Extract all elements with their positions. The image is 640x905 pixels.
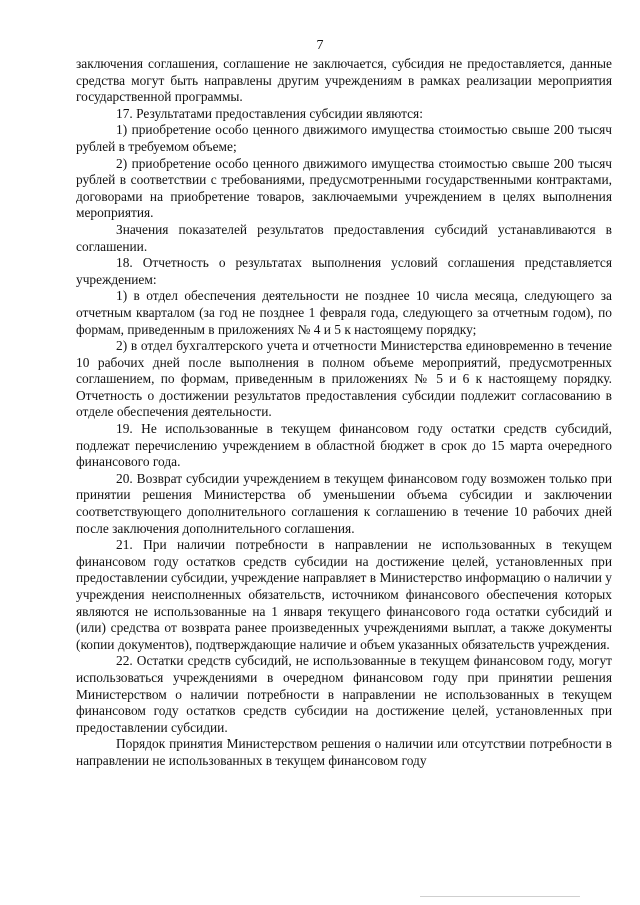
page-number: 7 (316, 38, 324, 53)
paragraph-19: 19. Не использованные в текущем финансовом году остатки средств субсидий, подлежат перечислению учреждением в областной бюджет в срок до 15 марта очередного финансового года. (76, 421, 612, 470)
paragraph-20: 20. Возврат субсидии учреждением в текущем финансовом году возможен только при принятии решения Министерства об уменьшении объема субсидии и заключении соответствующего дополнительного соглашения к соглашению в течение 10 рабочих дней после заключения дополнительного соглашения. (76, 470, 612, 536)
paragraph-procedure: Порядок принятия Министерством решения о наличии или отсутствии потребности в направлении не использованных в текущем финансовом году (76, 736, 612, 768)
paragraph-18-item-1: 1) в отдел обеспечения деятельности не позднее 10 числа месяца, следующего за отчетным кварталом (за год не позднее 1 февраля года, следующего за отчетным годом), по формам, приведенным в приложениях № 4 и 5 к настоящему порядку; (76, 288, 612, 337)
paragraph-continuation: заключения соглашения, соглашение не заключается, субсидия не предоставляется, данные средства могут быть направлены другим учреждениям в рамках реализации мероприятия государственной программы. (76, 56, 612, 105)
paragraph-18-item-2: 2) в отдел бухгалтерского учета и отчетности Министерства единовременно в течение 10 рабочих дней после выполнения в полном объеме мероприятий, предусмотренных соглашением, по формам, приведенным в приложениях № 5 и 6 к настоящему порядку. Отчетность о достижении результатов предоставления субсидии подлежит согласованию в отделе обеспечения деятельности. (76, 338, 612, 420)
paragraph-17-item-2: 2) приобретение особо ценного движимого имущества стоимостью свыше 200 тысяч рублей в соответствии с требованиями, предусмотренными государственными контрактами, договорами на приобретение товаров, заключаемыми учреждением в целях выполнения мероприятия. (76, 155, 612, 221)
bottom-divider (420, 896, 580, 897)
paragraph-17-item-1: 1) приобретение особо ценного движимого имущества стоимостью свыше 200 тысяч рублей в требуемом объеме; (76, 122, 612, 154)
paragraph-21: 21. При наличии потребности в направлении не использованных в текущем финансовом году остатков средств субсидии на достижение целей, установленных при предоставлении субсидии, учреждение направляет в Министерство информацию о наличии у учреждения неисполненных обязательств, источником финансового обеспечения которых являются не использованные на 1 января текущего финансового года остатки субсидий и (или) средства от возврата ранее произведенных учреждениями выплат, а также документы (копии документов), подтверждающие наличие и объем указанных обязательств учреждения. (76, 537, 612, 652)
paragraph-17-heading: 17. Результатами предоставления субсидии являются: (116, 105, 423, 121)
paragraph-18-heading: 18. Отчетность о результатах выполнения условий соглашения представляется учреждением: (76, 255, 612, 287)
paragraph-indicator-values: Значения показателей результатов предоставления субсидий устанавливаются в соглашении. (76, 221, 612, 254)
document-body (76, 56, 612, 770)
paragraph-22: 22. Остатки средств субсидий, не использованные в текущем финансовом году, могут использоваться учреждениями в очередном финансовом году при принятии решения Министерством о наличии потребности в направлении не использованных в текущем финансовом году остатков средств субсидии на достижение целей, установленных при предоставлении субсидии. (76, 653, 612, 735)
